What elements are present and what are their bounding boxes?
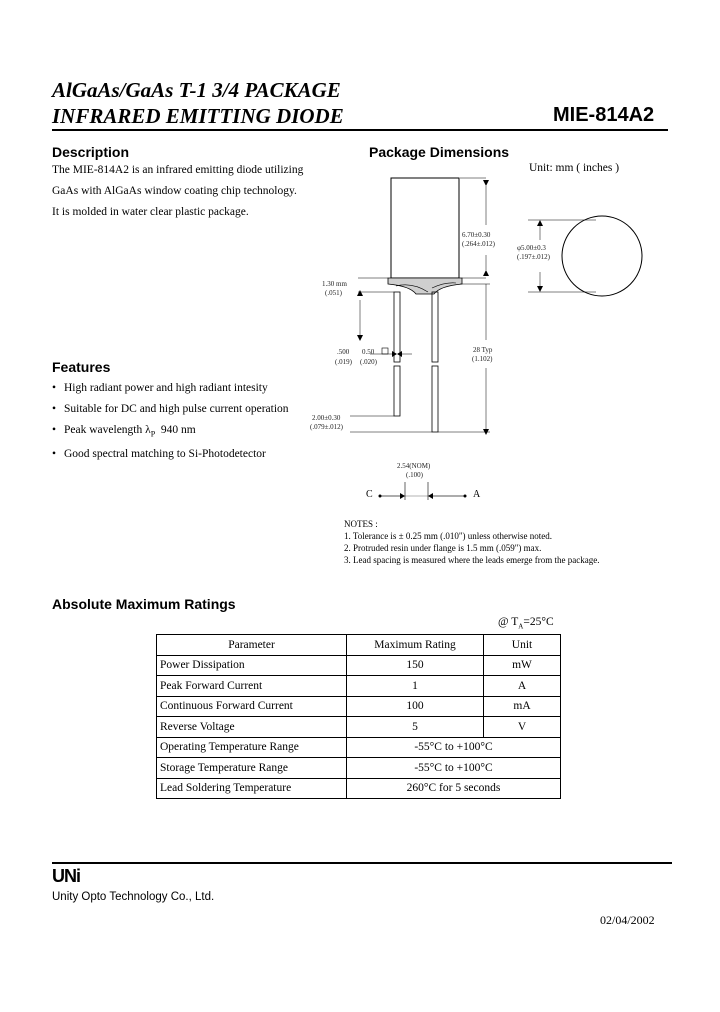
dim-diameter-in: (.197±.012) [517, 253, 551, 261]
footer-rule [52, 862, 672, 864]
note-item: 2. Protruded resin under flange is 1.5 mm (.059") max. [344, 543, 542, 553]
unit-label: Unit: mm ( inches ) [529, 162, 620, 174]
anode-label: A [473, 489, 481, 500]
led-body [391, 178, 459, 278]
col-parameter: Parameter [157, 635, 347, 656]
feature-text: Peak wavelength λ [64, 424, 151, 436]
cell-unit: V [484, 717, 561, 738]
features-heading: Features [52, 359, 111, 375]
description-heading: Description [52, 144, 130, 160]
condition-sub: A [518, 622, 524, 631]
company-name: Unity Opto Technology Co., Ltd. [52, 891, 215, 903]
cell-param: Continuous Forward Current [157, 696, 347, 717]
table-row [157, 758, 561, 779]
bullet: • [52, 382, 57, 394]
cathode-label: C [366, 489, 373, 500]
cell-value: 150 [347, 655, 484, 676]
cell-value: 1 [347, 676, 484, 697]
dim-lead-end: 2.00±0.30 [312, 414, 341, 422]
dim-body-height-in: (.264±.012) [462, 240, 496, 248]
feature-text: Good spectral matching to Si-Photodetector [64, 448, 266, 461]
company-logo: UNi [52, 866, 80, 886]
cell-span-value: -55°C to +100°C [347, 737, 561, 758]
cell-span-value: -55°C to +100°C [347, 758, 561, 779]
cell-unit: mW [484, 655, 561, 676]
condition-text: @ T [498, 616, 519, 628]
dim-lead-width2-in: (.020) [360, 358, 377, 366]
notes [344, 518, 599, 566]
lead-cathode-lower [394, 366, 400, 416]
cell-value: 5 [347, 717, 484, 738]
title-line-1: AlGaAs/GaAs T-1 3/4 PACKAGE [52, 78, 341, 102]
dim-lead-width-in: (.019) [335, 358, 352, 366]
note-item: 3. Lead spacing is measured where the leads emerge from the package. [344, 555, 600, 565]
feature-text: High radiant power and high radiant intesity [64, 382, 268, 394]
bullet: • [52, 403, 57, 415]
cell-value: 100 [347, 696, 484, 717]
cell-param: Peak Forward Current [157, 676, 347, 697]
ratings-heading: Absolute Maximum Ratings [52, 596, 236, 612]
dim-lead-length: 28 Typ [473, 346, 493, 354]
condition-value: =25°C [523, 616, 554, 628]
notes-heading: NOTES : [344, 519, 378, 529]
cell-param: Reverse Voltage [157, 717, 347, 738]
cell-param: Storage Temperature Range [157, 758, 347, 779]
bullet: • [52, 448, 57, 461]
col-unit: Unit [484, 635, 561, 656]
col-max-rating: Maximum Rating [347, 635, 484, 656]
description-line: GaAs with AlGaAs window coating chip technology. [52, 185, 297, 197]
feature-text: Suitable for DC and high pulse current operation [64, 403, 289, 415]
dim-lead-end-in: (.079±.012) [310, 423, 344, 431]
dim-spacing: 2.54(NOM) [397, 462, 431, 470]
lead-cathode-upper [394, 292, 400, 362]
table-row [157, 696, 561, 717]
top-view-circle [562, 216, 642, 296]
table-header-row [157, 635, 561, 656]
dim-lead-width2: 0.50 [362, 348, 375, 356]
package-heading: Package Dimensions [369, 144, 510, 160]
peak-value: 940 nm [160, 424, 196, 436]
table-row [157, 676, 561, 697]
title-line-2: INFRARED EMITTING DIODE [52, 104, 344, 128]
note-item: 1. Tolerance is ± 0.25 mm (.010") unless otherwise noted. [344, 531, 553, 541]
description-line: The MIE-814A2 is an infrared emitting diode utilizing [52, 164, 304, 176]
table-row [157, 717, 561, 738]
dim-flange-in: (.051) [325, 289, 342, 297]
dim-spacing-in: (.100) [406, 471, 423, 479]
lead-anode-upper [432, 292, 438, 362]
dim-lead-length-in: (1.102) [472, 355, 493, 363]
dim-flange: 1.30 mm [322, 280, 347, 288]
dim-body-height: 6.70±0.30 [462, 231, 491, 239]
cell-unit: mA [484, 696, 561, 717]
ratings-table [156, 634, 561, 799]
package-drawing [300, 170, 680, 510]
document-date: 02/04/2002 [600, 913, 655, 927]
ratings-condition [498, 616, 554, 630]
cell-unit: A [484, 676, 561, 697]
header-rule [52, 129, 668, 131]
table-row [157, 778, 561, 799]
cell-param: Operating Temperature Range [157, 737, 347, 758]
table-row [157, 655, 561, 676]
description-line: It is molded in water clear plastic package. [52, 206, 249, 218]
part-number: MIE-814A2 [553, 104, 655, 126]
cell-span-value: 260°C for 5 seconds [347, 778, 561, 799]
dim-diameter: φ5.00±0.3 [517, 244, 546, 252]
cell-param: Lead Soldering Temperature [157, 778, 347, 799]
lead-anode-lower [432, 366, 438, 432]
table-row [157, 737, 561, 758]
bullet: • [52, 424, 57, 436]
peak-subscript: P [150, 429, 156, 439]
dim-lead-width: .500 [337, 348, 350, 356]
cell-param: Power Dissipation [157, 655, 347, 676]
